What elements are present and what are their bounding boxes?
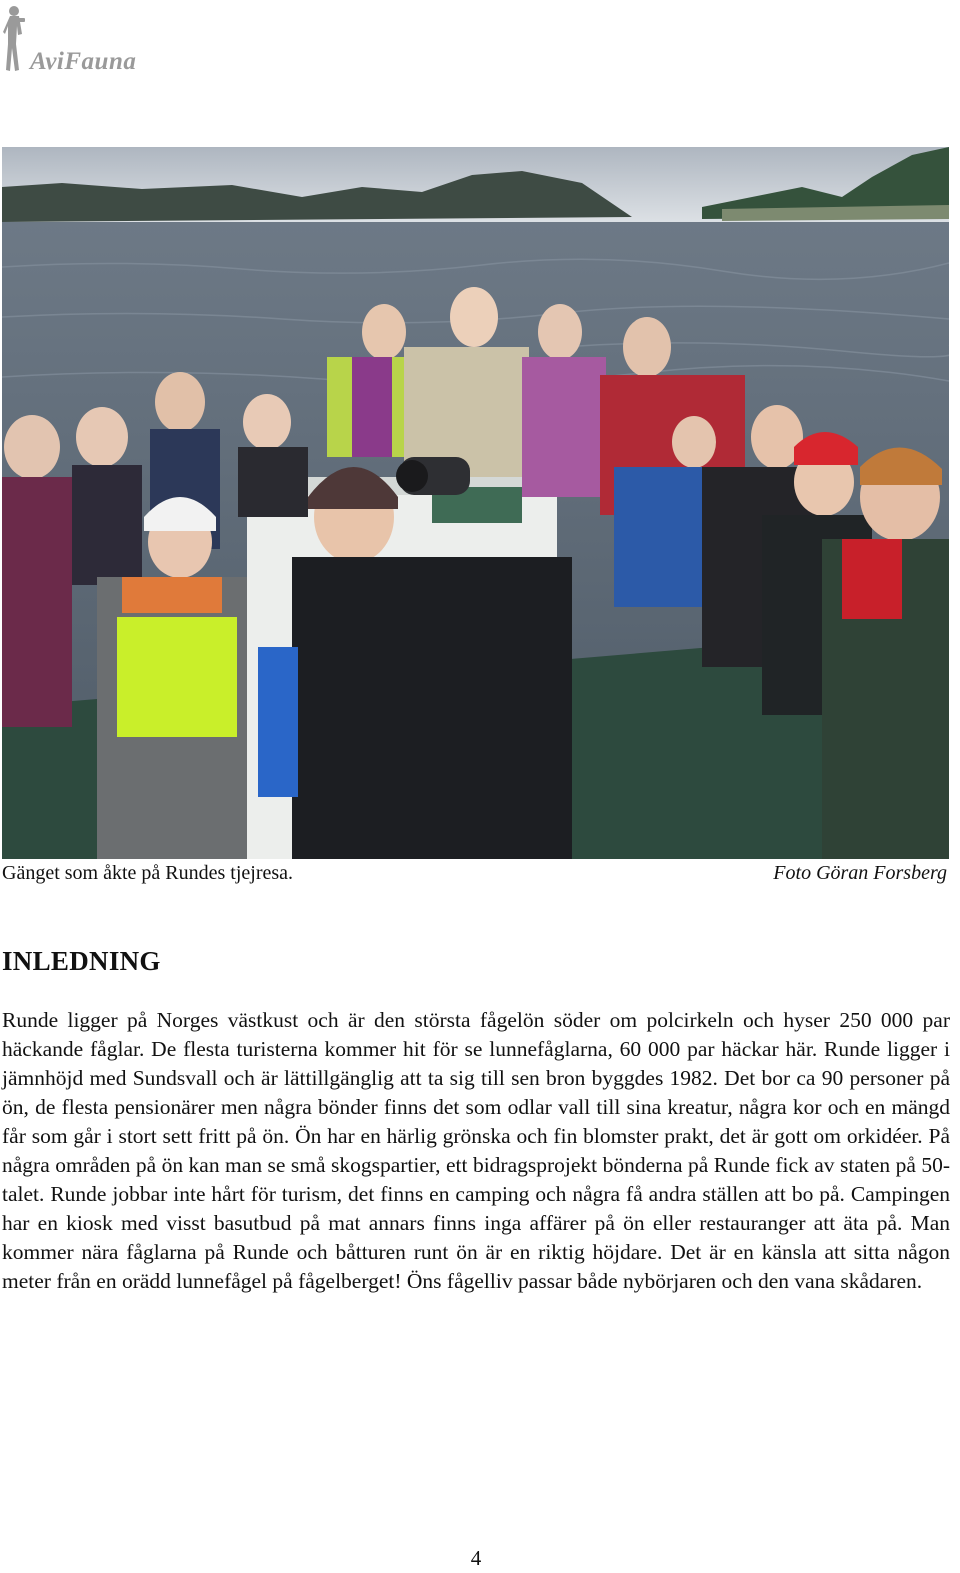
section-heading: INLEDNING bbox=[2, 946, 161, 976]
photo-credit: Foto Göran Forsberg bbox=[773, 862, 947, 884]
section-body-paragraph: Runde ligger på Norges västkust och är den största fågelön söder om polcirkeln och hyser 250 000 par häckande fåglar. De flesta turisterna kommer hit för se lunnefåglarna, 60 000 par häckar här. Runde ligger i jämnhöjd med Sundsvall och är lättillgänglig att ta sig till sen bron byggdes 1982. Det bor ca 90 personer på ön, de flesta pensionärer men några bönder finns det som odlar vall till sina kreatur, några kor och en mängd får som går i stort sett fritt på ön. Ön har en härlig grönska och fin blomster prakt, det är gott om orkidéer. På några områden på ön kan man se små skogspartier, ett bidragsprojekt bönderna på Runde fick av staten på 50-talet. Runde jobbar inte hårt för turism, det finns en camping och några få andra ställen att bo på. Campingen har en kiosk med visst basutbud på mat annars finns inga affärer på ön eller restauranger att äta på. Man kommer nära fåglarna på Runde och båtturen runt ön är en riktig höjdare. Det är en känsla att sitta någon meter från en orädd lunnefågel på fågelberget! Öns fågelliv passar både nybörjaren och den vana skådaren. bbox=[2, 1008, 950, 1293]
caption-text: Gänget som åkte på Rundes tjejresa. bbox=[2, 862, 294, 884]
photo-caption bbox=[2, 860, 947, 886]
page-number: 4 bbox=[470, 1546, 482, 1570]
logo-wordmark: AviFauna bbox=[30, 48, 137, 75]
group-photo bbox=[2, 147, 949, 859]
avifauna-logo bbox=[2, 4, 202, 74]
group-photo-on-boat bbox=[2, 147, 949, 859]
bird-watcher-figure-icon bbox=[2, 4, 28, 74]
